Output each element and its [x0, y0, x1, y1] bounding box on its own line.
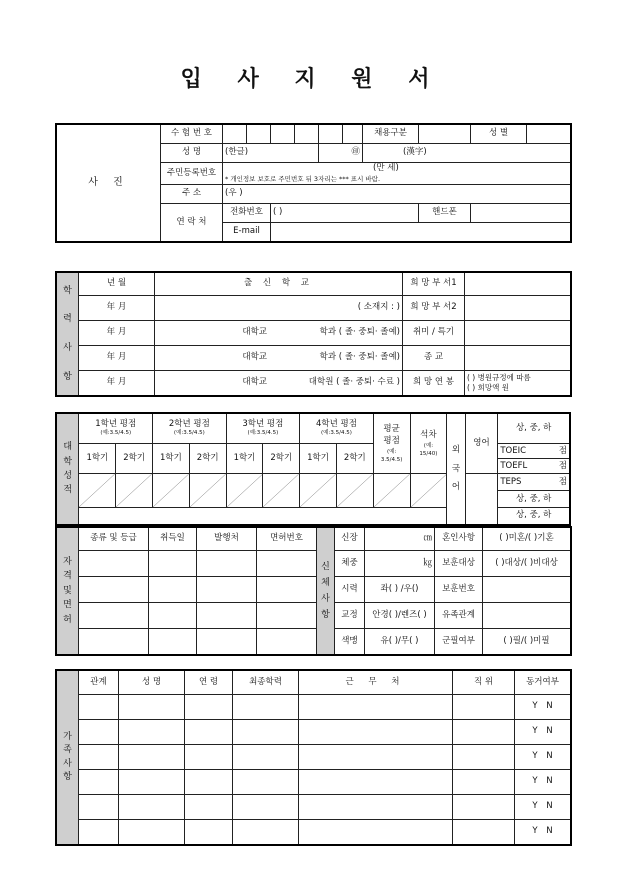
year2-header	[153, 414, 227, 444]
family-cell[interactable]	[185, 795, 233, 820]
rrn-label: 주민등록번호	[161, 163, 223, 185]
contact-label: 연 락 처	[161, 204, 223, 242]
license-cell[interactable]	[79, 629, 149, 655]
year-example: (예:3.5/4.5)	[247, 430, 279, 437]
license-cell[interactable]	[79, 577, 149, 603]
edu-date-header: 년 월	[79, 273, 155, 296]
grade-cell[interactable]	[116, 474, 153, 508]
family-cell[interactable]	[453, 820, 515, 845]
license-cell[interactable]	[149, 603, 197, 629]
side-char: 학	[63, 285, 72, 296]
year-example: (예:3.5/4.5)	[100, 430, 132, 437]
toeic-label: TOEIC	[500, 446, 527, 456]
english-level[interactable]: 상, 중, 하	[498, 414, 570, 444]
family-cell[interactable]	[119, 720, 185, 745]
salary-option[interactable]: ( ) 병원규정에 따름	[467, 373, 531, 383]
phone-field[interactable]: ( )	[271, 204, 419, 223]
correction-field[interactable]: 안경( )/렌즈( )	[365, 603, 435, 629]
license-cell[interactable]	[197, 629, 257, 655]
seal-mark: ㊞	[319, 144, 363, 163]
license-cell[interactable]	[257, 629, 317, 655]
family-cell[interactable]	[233, 745, 299, 770]
semester-label: 1학기	[79, 444, 116, 474]
sight-label: 시력	[335, 577, 365, 603]
religion-label: 종 교	[403, 346, 465, 371]
side-char: 체	[321, 577, 330, 588]
grade-cell[interactable]	[300, 474, 337, 508]
family-cell[interactable]	[119, 695, 185, 720]
side-char: 적	[63, 485, 73, 496]
phone-label: 전화번호	[223, 204, 271, 223]
license-cell[interactable]	[257, 577, 317, 603]
side-char: 자	[63, 557, 72, 568]
edu-date[interactable]: 年 月	[79, 346, 155, 371]
family-cell[interactable]	[79, 820, 119, 845]
license-header: 종류 및 등급	[79, 528, 149, 551]
family-cell[interactable]	[79, 720, 119, 745]
color-label: 색맹	[335, 629, 365, 655]
univ-label: 대학교	[242, 352, 267, 363]
family-header: 연 령	[185, 671, 233, 695]
teps-row[interactable]	[498, 474, 569, 491]
lang-level[interactable]: 상, 중, 하	[498, 508, 570, 525]
edu-univ-row[interactable]	[155, 346, 403, 371]
toefl-row[interactable]	[498, 459, 569, 473]
semester-label: 2학기	[116, 444, 153, 474]
height-label: 신장	[335, 528, 365, 551]
family-cell[interactable]	[453, 695, 515, 720]
grade-cell[interactable]	[410, 474, 447, 508]
cohabit-yn[interactable]: Y N	[515, 695, 571, 720]
license-header: 면허번호	[257, 528, 317, 551]
family-cell[interactable]	[299, 720, 453, 745]
military-label: 군필여부	[435, 629, 483, 655]
score-unit: 점	[558, 477, 567, 487]
cohabit-yn[interactable]: Y N	[515, 795, 571, 820]
edu-date[interactable]: 年 月	[79, 371, 155, 396]
side-char: 사	[63, 343, 72, 354]
family-row	[57, 820, 571, 845]
other-lang-levels[interactable]	[498, 474, 570, 508]
univ-label: 대학교	[242, 377, 267, 388]
side-char: 력	[63, 314, 72, 325]
family-cell[interactable]	[453, 770, 515, 795]
family-cell[interactable]	[185, 770, 233, 795]
exam-no-label: 수 험 번 호	[161, 125, 223, 144]
license-cell[interactable]	[257, 603, 317, 629]
military-field[interactable]: ( )필/( )미필	[483, 629, 571, 655]
address-label: 주 소	[161, 185, 223, 204]
family-cell[interactable]	[453, 745, 515, 770]
salary-option[interactable]: ( ) 희망액 원	[467, 383, 509, 392]
grade-cell[interactable]	[153, 474, 190, 508]
family-side-label	[57, 671, 79, 845]
salary-field[interactable]	[465, 371, 571, 396]
side-char: 가	[63, 731, 72, 742]
grade-cell[interactable]	[373, 474, 410, 508]
avg-label: 평균	[383, 423, 400, 434]
family-cell[interactable]	[185, 820, 233, 845]
sight-field[interactable]: 좌( ) /우()	[365, 577, 435, 603]
license-side-label	[57, 528, 79, 655]
dept1-label: 희 망 부 서1	[403, 273, 465, 296]
family-cell[interactable]	[453, 720, 515, 745]
grade-cell[interactable]	[79, 474, 116, 508]
side-char: 학	[63, 456, 73, 467]
family-cell[interactable]	[233, 820, 299, 845]
gender-field[interactable]	[527, 125, 571, 144]
semester-label: 2학기	[189, 444, 226, 474]
weight-field[interactable]: ㎏	[365, 551, 435, 577]
family-header: 근 무 처	[299, 671, 453, 695]
lang-level[interactable]: 상, 중, 하	[515, 494, 552, 504]
year-label: 1학년 평점	[95, 419, 137, 430]
veteran-label: 보훈대상	[435, 551, 483, 577]
side-char: 외	[451, 444, 461, 455]
family-cell[interactable]	[233, 720, 299, 745]
family-cell[interactable]	[119, 795, 185, 820]
education-table	[56, 272, 571, 396]
side-char: 사	[63, 758, 72, 769]
side-char: 면	[63, 600, 72, 611]
rrn-field[interactable]	[223, 163, 571, 185]
hobby-label: 취미 / 특기	[403, 321, 465, 346]
marriage-field[interactable]: ( )미혼/( )기혼	[483, 528, 571, 551]
cohabit-yn[interactable]: Y N	[515, 745, 571, 770]
rank-example: (예:	[423, 442, 434, 449]
side-char: 격	[63, 571, 72, 582]
relation-field[interactable]	[483, 603, 571, 629]
hobby-field[interactable]	[465, 321, 571, 346]
semester-label: 2학기	[263, 444, 300, 474]
other-lang[interactable]	[465, 474, 498, 525]
avg-label: 평점	[383, 436, 400, 447]
family-cell[interactable]	[79, 770, 119, 795]
grades-side-label	[57, 414, 79, 525]
family-table	[56, 670, 571, 845]
family-cell[interactable]	[119, 820, 185, 845]
toefl-label: TOEFL	[500, 461, 528, 471]
exam-no-cell[interactable]	[271, 125, 295, 144]
mobile-label: 핸드폰	[419, 204, 471, 223]
recruit-type-field[interactable]	[419, 125, 471, 144]
license-header: 발행처	[197, 528, 257, 551]
license-header: 취득일	[149, 528, 197, 551]
personal-info-table	[56, 124, 571, 242]
family-cell[interactable]	[79, 795, 119, 820]
exam-no-cell[interactable]	[223, 125, 247, 144]
semester-label: 1학기	[153, 444, 190, 474]
exam-no-cell[interactable]	[295, 125, 319, 144]
edu-grad-row[interactable]	[155, 371, 403, 396]
family-header: 최종학력	[233, 671, 299, 695]
correction-label: 교정	[335, 603, 365, 629]
avg-example: (예:	[386, 449, 397, 455]
address-field[interactable]: (우 )	[223, 185, 571, 204]
height-field[interactable]: ㎝	[365, 528, 435, 551]
year1-header	[79, 414, 153, 444]
relation-label: 유족관계	[435, 603, 483, 629]
family-cell[interactable]	[453, 795, 515, 820]
toeic-row[interactable]	[498, 444, 569, 459]
family-cell[interactable]	[119, 745, 185, 770]
family-cell[interactable]	[185, 695, 233, 720]
license-cell[interactable]	[79, 551, 149, 577]
rrn-note: * 개인정보 보호로 주민번호 뒤 3자리는 *** 표시 바람.	[225, 174, 381, 183]
family-cell[interactable]	[185, 720, 233, 745]
year-label: 2학년 평점	[168, 419, 210, 430]
education-side-label	[57, 273, 79, 396]
side-char: 국	[451, 463, 461, 474]
marriage-label: 혼인사항	[435, 528, 483, 551]
score-unit: 점	[558, 446, 567, 456]
family-header: 관계	[79, 671, 119, 695]
photo-box[interactable]: 사 진	[57, 125, 161, 242]
license-cell[interactable]	[79, 603, 149, 629]
family-cell[interactable]	[233, 695, 299, 720]
teps-label: TEPS	[500, 477, 522, 487]
veteran-field[interactable]: ( )대상/( )비대상	[483, 551, 571, 577]
veteran-no-field[interactable]	[483, 577, 571, 603]
family-cell[interactable]	[299, 770, 453, 795]
family-cell[interactable]	[299, 820, 453, 845]
family-cell[interactable]	[299, 695, 453, 720]
rank-label: 석차	[420, 429, 437, 440]
family-cell[interactable]	[299, 745, 453, 770]
cohabit-yn[interactable]: Y N	[515, 720, 571, 745]
spacer	[79, 508, 447, 525]
semester-label: 1학기	[300, 444, 337, 474]
grade-cell[interactable]	[263, 474, 300, 508]
side-char: 항	[321, 610, 330, 621]
religion-field[interactable]	[465, 346, 571, 371]
family-cell[interactable]	[79, 695, 119, 720]
year-label: 4학년 평점	[315, 419, 357, 430]
exam-no-cell[interactable]	[319, 125, 343, 144]
side-char: 대	[63, 442, 73, 453]
side-char: 성	[63, 471, 73, 481]
side-char: 신	[321, 561, 330, 572]
dept2-field[interactable]	[465, 296, 571, 321]
gender-label: 성 별	[471, 125, 527, 144]
major-label: 학과 ( 졸· 중퇴· 졸예)	[319, 352, 400, 363]
family-row	[57, 770, 571, 795]
year-example: (예:3.5/4.5)	[321, 430, 352, 437]
side-char: 항	[63, 772, 72, 782]
grade-cell[interactable]	[336, 474, 373, 508]
year-label: 3학년 평점	[242, 419, 284, 430]
english-label: 영어	[465, 414, 498, 474]
family-header: 성 명	[119, 671, 185, 695]
page-title: 입 사 지 원 서	[180, 67, 444, 92]
edu-school-header: 출 신 학 교	[155, 273, 403, 296]
test-scores[interactable]	[498, 444, 570, 474]
family-row	[57, 745, 571, 770]
semester-label: 1학기	[226, 444, 263, 474]
avg-example: 3.5/4.5)	[380, 457, 403, 464]
univ-label: 대학교	[242, 327, 267, 338]
email-field[interactable]	[271, 223, 571, 242]
family-row	[57, 795, 571, 820]
weight-label: 체중	[335, 551, 365, 577]
family-header: 직 위	[453, 671, 515, 695]
dept2-label: 희 망 부 서2	[403, 296, 465, 321]
email-label: E-mail	[223, 223, 271, 242]
grade-cell[interactable]	[189, 474, 226, 508]
license-cell[interactable]	[197, 603, 257, 629]
year3-header	[226, 414, 300, 444]
name-label: 성 명	[161, 144, 223, 163]
exam-no-cell[interactable]	[343, 125, 363, 144]
family-row	[57, 695, 571, 720]
rank-example: 15/40)	[419, 450, 438, 457]
family-cell[interactable]	[79, 745, 119, 770]
side-char: 족	[63, 745, 72, 755]
rank-header	[410, 414, 447, 474]
major-label: 학과 ( 졸· 중퇴· 졸예)	[319, 327, 400, 338]
foreign-lang-label	[447, 414, 465, 525]
side-char: 및	[63, 585, 72, 596]
family-cell[interactable]	[185, 745, 233, 770]
family-cell[interactable]	[299, 795, 453, 820]
recruit-type-label: 채용구분	[363, 125, 419, 144]
body-side-label	[317, 528, 335, 655]
license-cell[interactable]	[149, 577, 197, 603]
edu-univ-row[interactable]	[155, 321, 403, 346]
license-cell[interactable]	[149, 629, 197, 655]
grades-table	[56, 413, 570, 525]
color-field[interactable]: 유( )/무( )	[365, 629, 435, 655]
mobile-field[interactable]	[471, 204, 571, 223]
grade-cell[interactable]	[226, 474, 263, 508]
edu-location[interactable]: ( 소재지 : )	[155, 296, 403, 321]
cohabit-yn[interactable]: Y N	[515, 820, 571, 845]
family-row	[57, 720, 571, 745]
side-char: 사	[321, 594, 330, 604]
license-cell[interactable]	[197, 577, 257, 603]
side-char: 항	[63, 371, 72, 382]
dept1-field[interactable]	[465, 273, 571, 296]
family-cell[interactable]	[233, 795, 299, 820]
avg-header	[373, 414, 410, 474]
grad-label: 대학원 ( 졸· 중퇴· 수료 )	[308, 377, 400, 388]
edu-date[interactable]: 年 月	[79, 321, 155, 346]
veteran-no-label: 보훈번호	[435, 577, 483, 603]
cohabit-yn[interactable]: Y N	[515, 770, 571, 795]
family-cell[interactable]	[233, 770, 299, 795]
age-label: (만 세)	[373, 163, 399, 173]
license-cell[interactable]	[197, 551, 257, 577]
semester-label: 2학기	[336, 444, 373, 474]
name-kor-field[interactable]: (한글)	[223, 144, 319, 163]
year4-header	[300, 414, 374, 444]
exam-no-cell[interactable]	[247, 125, 271, 144]
license-cell[interactable]	[149, 551, 197, 577]
license-cell[interactable]	[257, 551, 317, 577]
edu-date[interactable]: 年 月	[79, 296, 155, 321]
side-char: 허	[63, 614, 72, 625]
name-hanja-field[interactable]: (漢字)	[363, 144, 571, 163]
score-unit: 점	[558, 461, 567, 471]
year-example: (예:3.5/4.5)	[173, 430, 205, 437]
family-header: 동거여부	[515, 671, 571, 695]
salary-label: 희 망 연 봉	[403, 371, 465, 396]
side-char: 어	[451, 482, 461, 493]
license-body-table	[56, 527, 571, 655]
family-cell[interactable]	[119, 770, 185, 795]
